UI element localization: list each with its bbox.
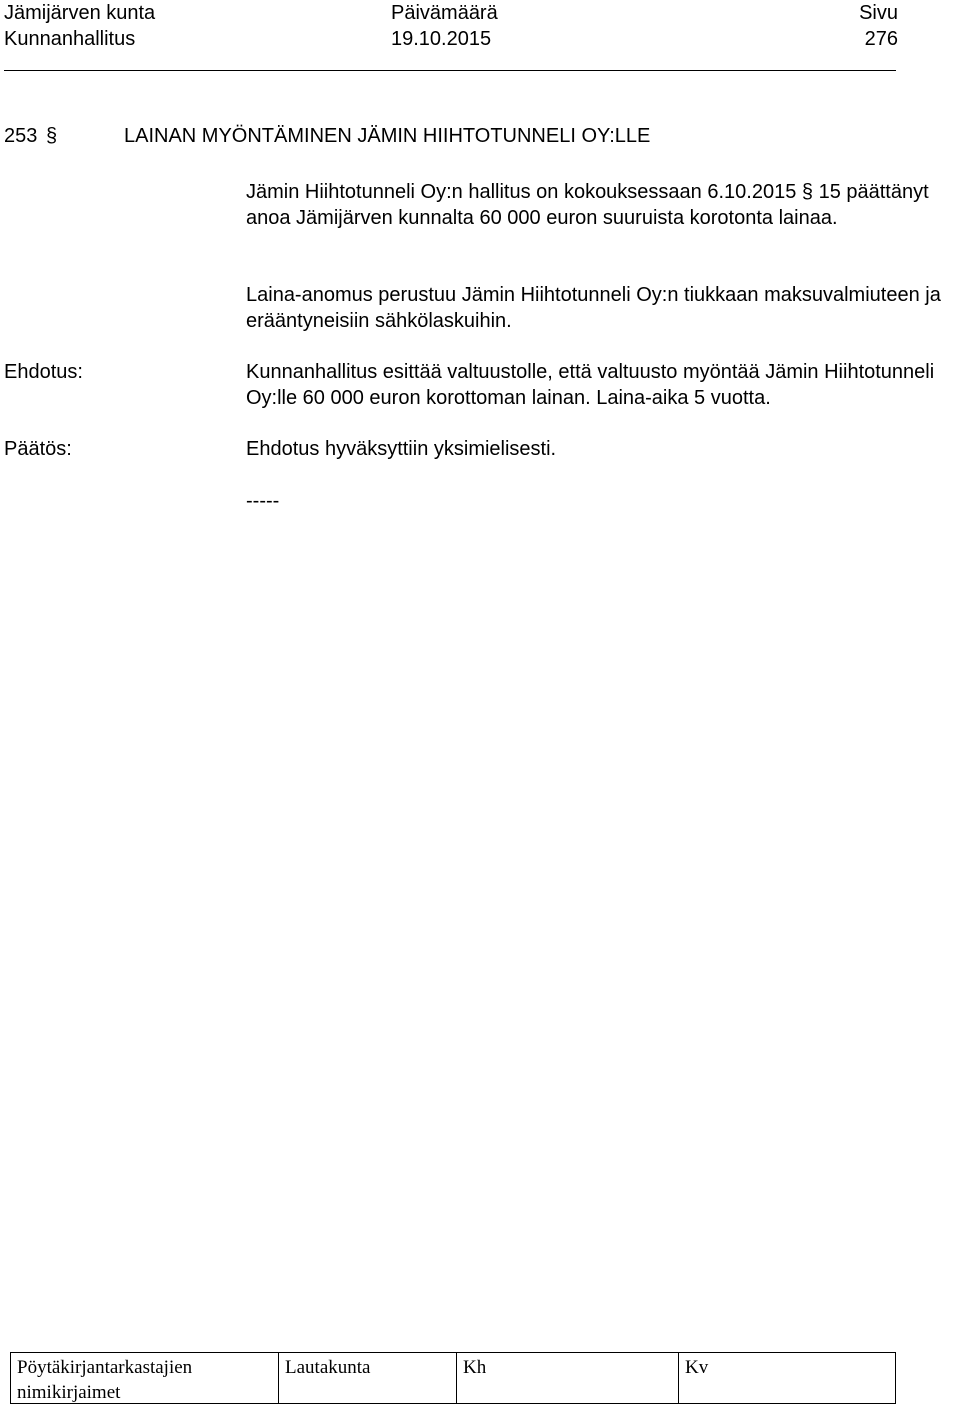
decision-label: Päätös: [4,438,72,460]
header-organization-block [4,0,155,52]
footer-cell-kv: Kv [685,1357,709,1378]
reasoning-paragraph: Laina-anomus perustuu Jämin Hiihtotunneli Oy:n tiukkaan maksuvalmiuteen ja erääntyneisiin sähkölaskuihin. [246,284,941,332]
end-separator: ----- [246,490,280,512]
footer-cell-kh: Kh [457,1353,679,1403]
background-paragraph: Jämin Hiihtotunneli Oy:n hallitus on kokouksessaan 6.10.2015 § 15 päättänyt anoa Jämijärven kunnalta 60 000 euron suuruista korotonta lainaa. [246,181,929,229]
footer-cell-board: Lautakunta [279,1353,457,1403]
decision-text: Ehdotus hyväksyttiin yksimielisesti. [246,438,557,460]
date-label: Päivämäärä [391,2,498,24]
header-page-block [856,0,898,52]
proposal-text: Kunnanhallitus esittää valtuustolle, että valtuusto myöntää Jämin Hiihtotunneli Oy:lle 60 000 euron korottoman lainan. Laina-aika 5 vuotta. [246,361,935,409]
committee-name: Kunnanhallitus [4,28,136,50]
section-title: LAINAN MYÖNTÄMINEN JÄMIN HIIHTOTUNNELI OY:LLE [124,125,651,147]
section-number: 253 [4,125,38,147]
header-date-block [391,0,498,52]
signature-table [10,1352,896,1404]
proposal-label: Ehdotus: [4,361,83,383]
page-label: Sivu [859,2,898,24]
section-sign: § [46,125,58,147]
header-divider [4,70,896,71]
page-number: 276 [864,28,898,50]
footer-cell-reviewers: Pöytäkirjantarkastajien nimikirjaimet [11,1353,279,1403]
organization-name: Jämijärven kunta [4,2,156,24]
meeting-date: 19.10.2015 [391,28,492,50]
